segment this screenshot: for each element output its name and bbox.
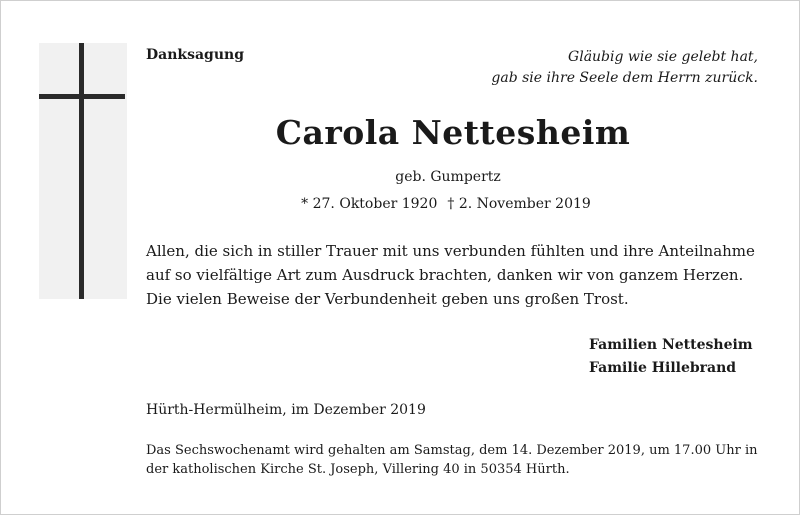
message-line-3: Die vielen Beweise der Verbundenheit geben uns großen Trost.	[146, 290, 629, 308]
message-line-1: Allen, die sich in stiller Trauer mit uns verbunden fühlten und ihre Anteilnahme	[146, 242, 755, 260]
notice-line-2: der katholischen Kirche St. Joseph, Villering 40 in 50354 Hürth.	[146, 462, 570, 477]
life-dates	[1, 196, 800, 212]
signature	[589, 334, 753, 380]
birth-date: * 27. Oktober 1920	[301, 196, 438, 212]
signature-line-1: Familien Nettesheim	[589, 337, 753, 353]
cross-horizontal-bar	[39, 94, 125, 99]
verse	[491, 47, 758, 89]
message-line-2: auf so vielfältige Art zum Ausdruck brachten, danken wir von ganzem Herzen.	[146, 266, 744, 284]
place-date: Hürth-Hermülheim, im Dezember 2019	[146, 402, 426, 418]
verse-line-2: gab sie ihre Seele dem Herrn zurück.	[491, 70, 758, 86]
heading: Danksagung	[146, 47, 244, 63]
signature-line-2: Familie Hillebrand	[589, 360, 737, 376]
birth-name: geb. Gumpertz	[395, 169, 501, 185]
service-notice	[146, 441, 757, 479]
deceased-name: Carola Nettesheim	[275, 113, 631, 152]
thanks-message	[146, 239, 763, 311]
notice-line-1: Das Sechswochenamt wird gehalten am Samstag, dem 14. Dezember 2019, um 17.00 Uhr in	[146, 443, 758, 458]
death-date: † 2. November 2019	[447, 196, 591, 212]
verse-line-1: Gläubig wie sie gelebt hat,	[568, 49, 758, 65]
